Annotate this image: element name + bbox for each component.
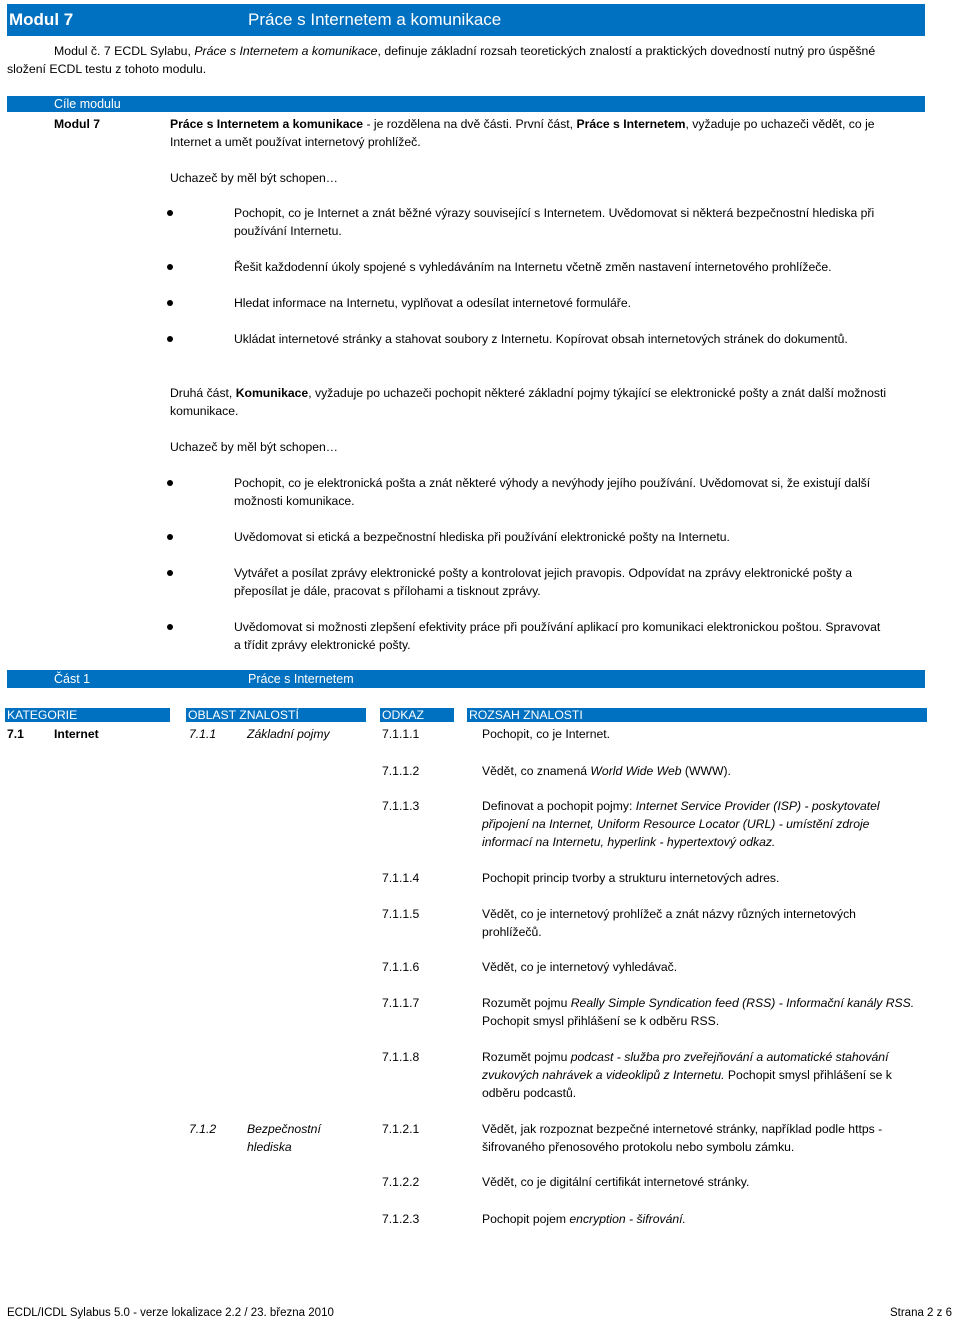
bullet-dot — [167, 624, 173, 630]
table-row-desc: Definovat a pochopit pojmy: Internet Service Provider (ISP) - poskytovatel připojení na Internet, Uniform Resource Locator (URL) - umístění zdroje informací na Internetu, hyperlink - hypertextový odkaz. — [482, 799, 880, 849]
category-number: 7.1 — [7, 727, 24, 741]
bullet-dot — [167, 570, 173, 576]
module-title: Práce s Internetem a komunikace — [248, 10, 502, 29]
header-reference: ODKAZ — [380, 708, 454, 722]
table-row-code: 7.1.1.6 — [382, 960, 420, 974]
table-row-code: 7.1.2.1 — [382, 1122, 420, 1136]
table-row-code: 7.1.1.5 — [382, 907, 420, 921]
list-item: Řešit každodenní úkoly spojené s vyhledáváním na Internetu včetně změn nastavení internetového prohlížeče. — [234, 260, 832, 274]
table-row-desc: Pochopit princip tvorby a strukturu internetových adres. — [482, 871, 780, 885]
table-row-code: 7.1.2.3 — [382, 1212, 420, 1226]
list-item: Uvědomovat si možnosti zlepšení efektivity práce při používání aplikací pro komunikaci elektronickou poštou. Spravovat a třídit zprávy elektronické pošty. — [234, 620, 881, 652]
table-row-code: 7.1.2.2 — [382, 1175, 420, 1189]
header-bar — [7, 4, 925, 36]
goals-module-label: Modul 7 — [54, 117, 101, 131]
list-item: Pochopit, co je elektronická pošta a znát některé výhody a nevýhody jejího používání. Uvědomovat si, že existují další možnosti komunikace. — [234, 476, 871, 508]
area-name: Základní pojmy — [247, 727, 330, 741]
header-area: OBLAST ZNALOSTÍ — [186, 708, 366, 722]
table-row-desc: Pochopit pojem encryption - šifrování. — [482, 1212, 686, 1226]
part-bar — [7, 670, 925, 688]
bullet-dot — [167, 264, 173, 270]
goals-line-2: Internet a umět používat internetový prohlížeč. — [170, 135, 421, 149]
table-row-desc: Rozumět pojmu Really Simple Syndication feed (RSS) - Informační kanály RSS. Pochopit smysl přihlášení se k odběru RSS. — [482, 996, 915, 1028]
goals-line-1: Práce s Internetem a komunikace - je rozdělena na dvě části. První část, Práce s Internetem, vyžaduje po uchazeči vědět, co je — [170, 117, 875, 131]
bullet-dot — [167, 336, 173, 342]
footer-left: ECDL/ICDL Sylabus 5.0 - verze lokalizace 2.2 / 23. března 2010 — [7, 1307, 334, 1319]
part2-line-1: Druhá část, Komunikace, vyžaduje po uchazeči pochopit některé základní pojmy týkající se elektronické pošty a znát další možnosti — [170, 386, 887, 400]
table-row-desc: Vědět, co znamená World Wide Web (WWW). — [482, 764, 731, 778]
table-row-code: 7.1.1.7 — [382, 996, 420, 1010]
list-item: Uvědomovat si etická a bezpečnostní hlediska při používání elektronické pošty na Internetu. — [234, 530, 730, 544]
table-row-desc: Vědět, co je internetový vyhledávač. — [482, 960, 678, 974]
module-number: Modul 7 — [9, 10, 74, 29]
list-item: Vytvářet a posílat zprávy elektronické pošty a kontrolovat jejich pravopis. Odpovídat na zprávy elektronické pošty a přeposílat je dále, pracovat s přílohami a tisknout zprávy. — [234, 566, 853, 598]
bullet-dot — [167, 300, 173, 306]
table-row-code: 7.1.1.8 — [382, 1050, 420, 1064]
list-item: Hledat informace na Internetu, vyplňovat a odesílat internetové formuláře. — [234, 296, 631, 310]
part-title: Práce s Internetem — [248, 672, 354, 686]
bullet-dot — [167, 534, 173, 540]
table-row-code: 7.1.1.1 — [382, 727, 420, 741]
part2-line-2: komunikace. — [170, 404, 239, 418]
table-row-desc: Vědět, co je digitální certifikát internetové stránky. — [482, 1175, 750, 1189]
bullet-dot — [167, 210, 173, 216]
candidate-intro-1: Uchazeč by měl být schopen… — [170, 171, 338, 185]
intro-line-1: Modul č. 7 ECDL Sylabu, Práce s Internetem a komunikace, definuje základní rozsah teoretických znalostí a praktických dovedností nutný pro úspěšné — [54, 44, 876, 58]
table-row-code: 7.1.1.3 — [382, 799, 420, 813]
category-name: Internet — [54, 727, 99, 741]
area-number: 7.1.2 — [189, 1122, 217, 1136]
table-row-desc: Pochopit, co je Internet. — [482, 727, 611, 741]
area-number: 7.1.1 — [189, 727, 217, 741]
header-scope: ROZSAH ZNALOSTI — [467, 708, 927, 722]
candidate-intro-2: Uchazeč by měl být schopen… — [170, 440, 338, 454]
list-item: Ukládat internetové stránky a stahovat soubory z Internetu. Kopírovat obsah internetových stránek do dokumentů. — [234, 332, 848, 346]
part-label: Část 1 — [54, 672, 91, 686]
table-row-desc: Rozumět pojmu podcast - služba pro zveřejňování a automatické stahování zvukových nahrávek a videoklipů z Internetu. Pochopit smysl přihlášení se k odběru podcastů. — [482, 1050, 892, 1100]
area-name: Bezpečnostní hlediska — [247, 1122, 321, 1154]
bullet-dot — [167, 480, 173, 486]
intro-line-2: složení ECDL testu z tohoto modulu. — [7, 62, 207, 76]
header-category: KATEGORIE — [5, 708, 170, 722]
table-row-desc: Vědět, jak rozpoznat bezpečné internetové stránky, například podle https - šifrovaného přenosového protokolu nebo symbolu zámku. — [482, 1122, 883, 1154]
footer-right: Strana 2 z 6 — [889, 1307, 952, 1319]
table-row-code: 7.1.1.2 — [382, 764, 420, 778]
goals-label: Cíle modulu — [54, 97, 121, 111]
list-item: Pochopit, co je Internet a znát běžné výrazy související s Internetem. Uvědomovat si některá bezpečnostní hlediska při používání Internetu. — [234, 206, 875, 238]
goals-bar — [7, 96, 925, 112]
table-row-code: 7.1.1.4 — [382, 871, 420, 885]
table-row-desc: Vědět, co je internetový prohlížeč a znát názvy různých internetových prohlížečů. — [482, 907, 856, 939]
